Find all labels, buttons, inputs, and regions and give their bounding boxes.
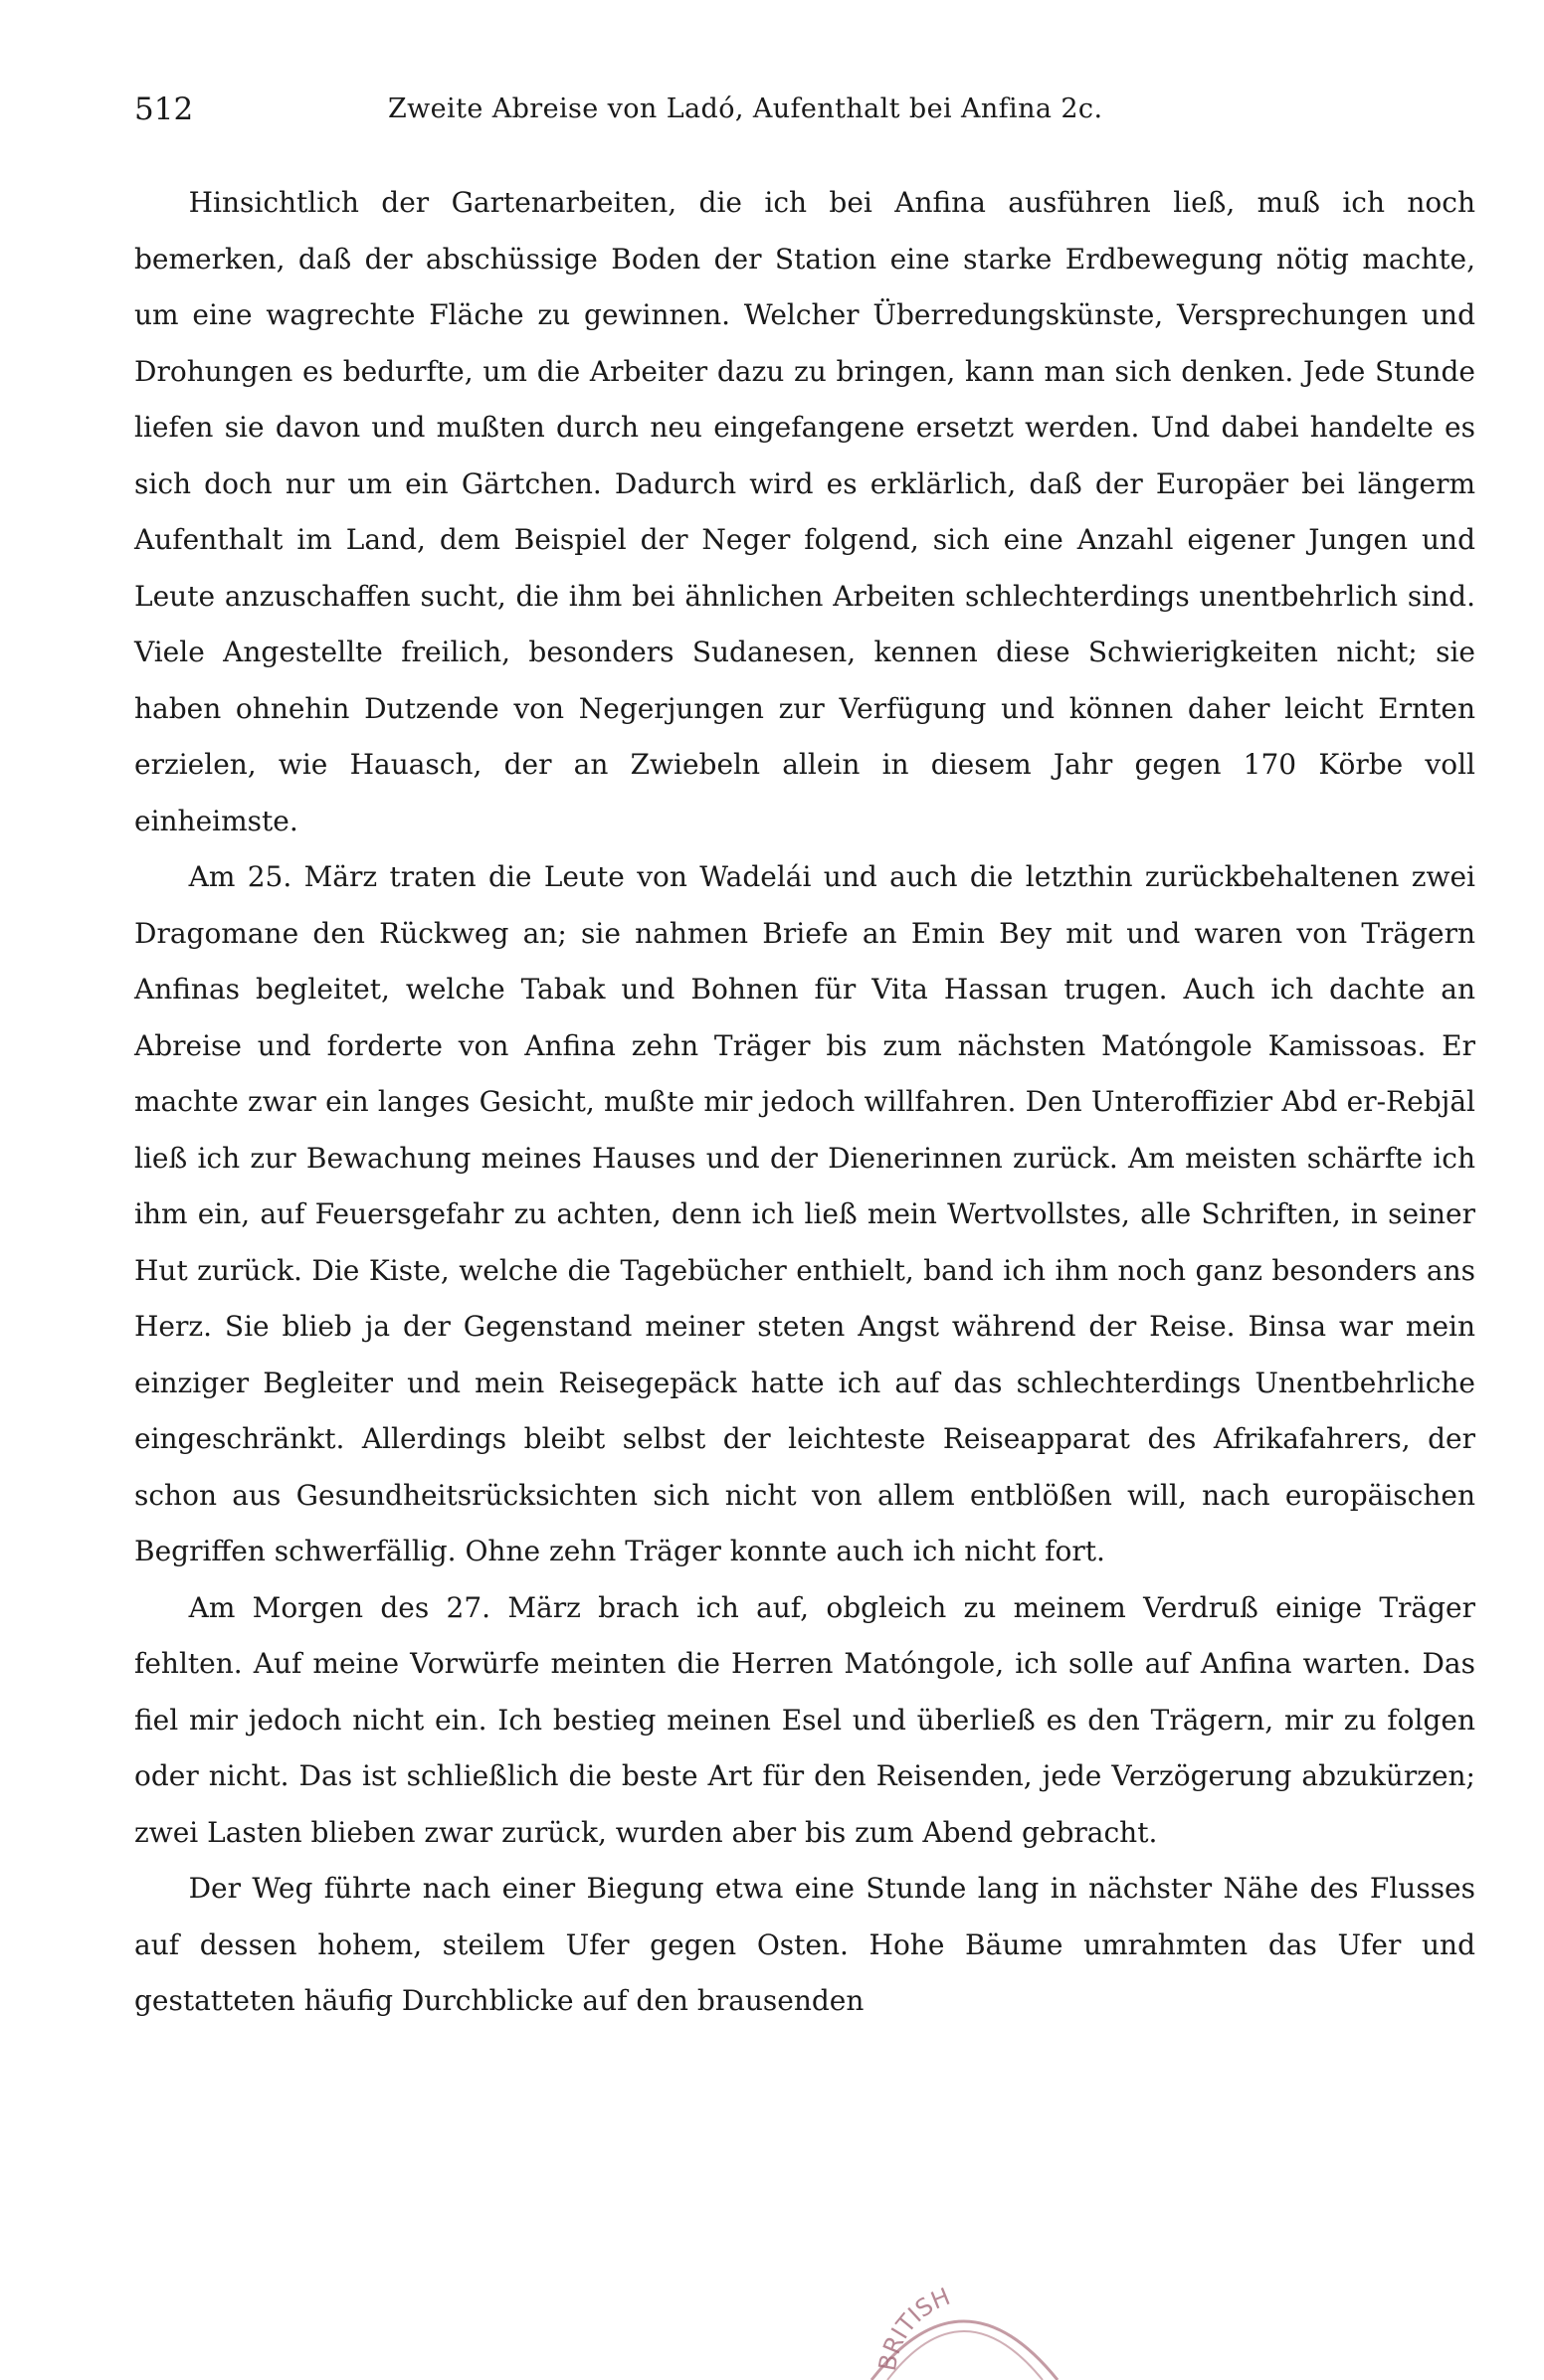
paragraph-4: Der Weg führte nach einer Biegung etwa eine Stunde lang in nächster Nähe des Flusses auf dessen hohem, steilem Ufer gegen Osten. Hohe Bäume umrahmten das Ufer und gestatteten häufig Durchblicke auf den brausenden xyxy=(134,1872,1475,2017)
paragraph-1: Hinsichtlich der Gartenarbeiten, die ich bei Anfina ausführen ließ, muß ich noch bemerken, daß der abschüssige Boden der Station eine starke Erdbewegung nötig machte, um eine wagrechte Fläche zu gewinnen. Welcher Überredungskünste, Versprechungen und Drohungen es bedurfte, um die Arbeiter dazu zu bringen, kann man sich denken. Jede Stunde liefen sie davon und mußten durch neu eingefangene ersetzt werden. Und dabei handelte es sich doch nur um ein Gärtchen. Dadurch wird es erklärlich, daß der Europäer bei längerm Aufenthalt im Land, dem Beispiel der Neger folgend, sich eine Anzahl eigener Jungen und Leute anzuschaffen sucht, die ihm bei ähnlichen Arbeiten schlechterdings unentbehrlich sind. Viele Angestellte freilich, besonders Sudanesen, kennen diese Schwierigkeiten nicht; sie haben ohnehin Dutzende von Negerjungen zur Verfügung und können daher leicht Ernten erzielen, wie Hauasch, der an Zwiebeln allein in diesem Jahr gegen 170 Körbe voll einheimste. xyxy=(134,186,1475,837)
library-stamp xyxy=(854,2273,1072,2380)
stamp-text: BRITISH xyxy=(872,2282,954,2374)
body-text xyxy=(134,175,1475,2030)
running-title: Zweite Abreise von Ladó, Aufenthalt bei Anfina 2c. xyxy=(388,93,1103,124)
paragraph-2: Am 25. März traten die Leute von Wadelái und auch die letzthin zurückbehaltenen zwei Dragomane den Rückweg an; sie nahmen Briefe an Emin Bey mit und waren von Trägern Anfinas begleitet, welche Tabak und Bohnen für Vita Hassan trugen. Auch ich dachte an Abreise und forderte von Anfina zehn Träger bis zum nächsten Matóngole Kamissoas. Er machte zwar ein langes Gesicht, mußte mir jedoch willfahren. Den Unteroffizier Abd er-Rebjāl ließ ich zur Bewachung meines Hauses und der Dienerinnen zurück. Am meisten schärfte ich ihm ein, auf Feuersgefahr zu achten, denn ich ließ mein Wertvollstes, alle Schriften, in seiner Hut zurück. Die Kiste, welche die Tagebücher enthielt, band ich ihm noch ganz besonders ans Herz. Sie blieb ja der Gegenstand meiner steten Angst während der Reise. Binsa war mein einziger Begleiter und mein Reisegepäck hatte ich auf das schlechterdings Unentbehrliche eingeschränkt. Allerdings bleibt selbst der leichteste Reiseapparat des Afrikafahrers, der schon aus Gesundheitsrücksichten sich nicht von allem entblößen will, nach europäischen Begriffen schwerfällig. Ohne zehn Träger konnte auch ich nicht fort. xyxy=(134,860,1475,1567)
running-head xyxy=(134,92,1268,135)
paragraph-3: Am Morgen des 27. März brach ich auf, obgleich zu meinem Verdruß einige Träger fehlten. Auf meine Vorwürfe meinten die Herren Matóngole, ich solle auf Anfina warten. Das fiel mir jedoch nicht ein. Ich bestieg meinen Esel und überließ es den Trägern, mir zu folgen oder nicht. Das ist schließlich die beste Art für den Reisenden, jede Verzögerung abzukürzen; zwei Lasten blieben zwar zurück, wurden aber bis zum Abend gebracht. xyxy=(134,1590,1475,1849)
page-number: 512 xyxy=(134,92,194,127)
